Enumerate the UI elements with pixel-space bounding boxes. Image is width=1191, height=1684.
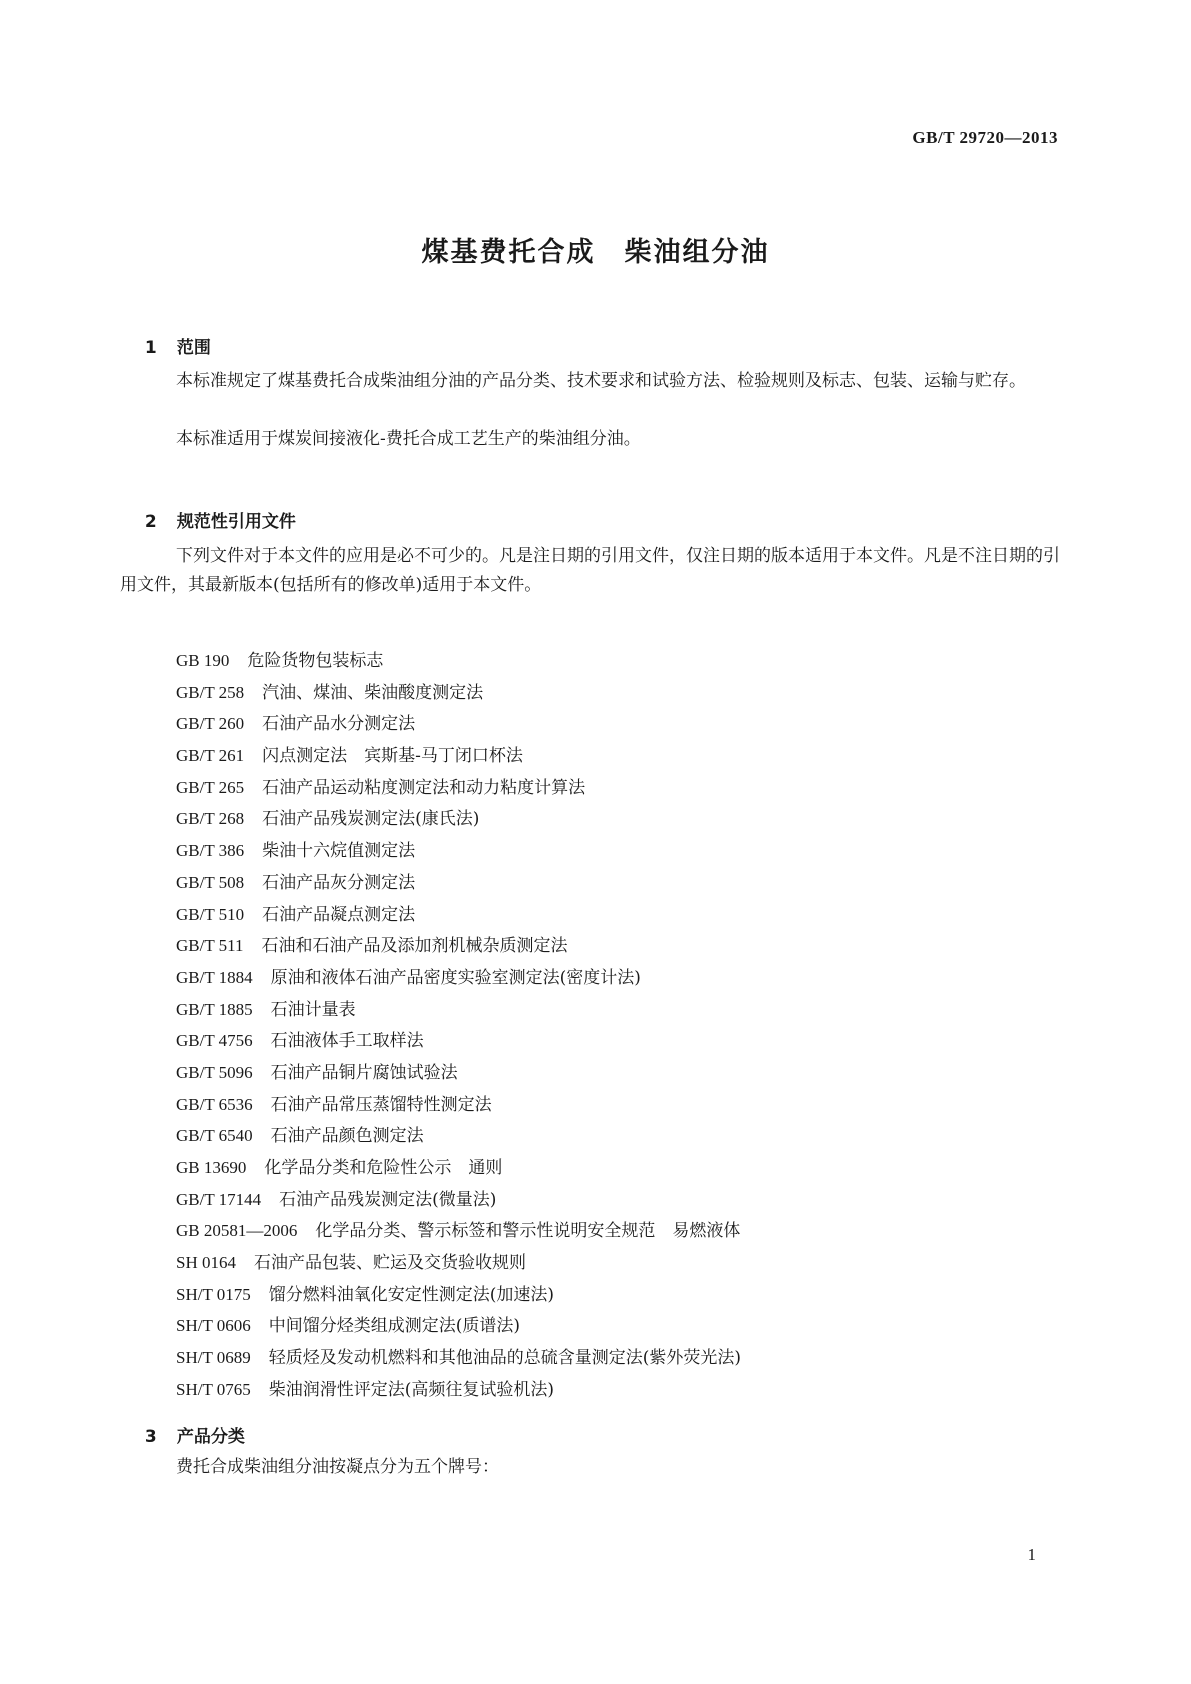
- reference-item: [176, 1184, 741, 1216]
- reference-title: 石油产品运动粘度测定法和动力粘度计算法: [262, 777, 586, 798]
- reference-title: 中间馏分烃类组成测定法(质谱法): [268, 1316, 521, 1337]
- reference-item: [176, 677, 741, 709]
- reference-item: [176, 772, 741, 804]
- reference-code: GB/T 1884: [176, 967, 253, 987]
- reference-code: GB/T 17144: [176, 1189, 262, 1209]
- reference-code: SH/T 0175: [176, 1284, 251, 1304]
- reference-code: GB 13690: [176, 1158, 247, 1177]
- reference-item: [176, 1025, 741, 1057]
- reference-code: GB/T 386: [176, 841, 245, 861]
- reference-code: GB 190: [176, 651, 230, 670]
- standard-code: GB/T 29720—2013: [912, 128, 1058, 147]
- section-number: 3: [144, 1427, 157, 1447]
- reference-title: 石油产品包装、贮运及交货验收规则: [253, 1253, 526, 1274]
- reference-item: [176, 930, 741, 962]
- reference-title: 化学品分类和危险性公示 通则: [264, 1158, 503, 1178]
- reference-item: [176, 1152, 741, 1184]
- reference-title: 石油产品水分测定法: [262, 714, 416, 735]
- reference-item: [176, 1247, 741, 1279]
- reference-title: 石油产品常压蒸馏特性测定法: [270, 1094, 492, 1115]
- reference-code: SH 0164: [176, 1253, 236, 1273]
- reference-title: 石油和石油产品及添加剂机械杂质测定法: [261, 936, 568, 957]
- reference-title: 石油计量表: [270, 999, 356, 1020]
- reference-title: 石油产品灰分测定法: [262, 872, 416, 893]
- reference-title: 石油产品凝点测定法: [262, 904, 416, 925]
- reference-item: [176, 1215, 741, 1247]
- page-number: 1: [1027, 1545, 1036, 1564]
- reference-title: 危险货物包装标志: [247, 651, 384, 671]
- reference-item: [176, 645, 741, 677]
- section-heading-references: [133, 487, 296, 532]
- reference-title: 轻质烃及发动机燃料和其他油品的总硫含量测定法(紫外荧光法): [268, 1348, 742, 1369]
- reference-code: GB/T 510: [176, 904, 245, 924]
- reference-code: GB/T 6536: [176, 1094, 253, 1114]
- reference-item: [176, 994, 741, 1026]
- reference-code: GB/T 268: [176, 809, 245, 829]
- reference-code: SH/T 0689: [176, 1348, 251, 1368]
- reference-code: SH/T 0606: [176, 1316, 251, 1336]
- reference-code: GB/T 508: [176, 872, 245, 892]
- reference-item: [176, 803, 741, 835]
- reference-item: [176, 740, 741, 772]
- reference-title: 柴油十六烷值测定法: [262, 841, 416, 862]
- section-title: 规范性引用文件: [176, 512, 296, 532]
- reference-title: 石油产品颜色测定法: [270, 1126, 424, 1147]
- reference-item: [176, 1089, 741, 1121]
- reference-title: 汽油、煤油、柴油酸度测定法: [262, 682, 484, 703]
- reference-item: [176, 899, 741, 931]
- reference-item: [176, 1120, 741, 1152]
- reference-item: [176, 1310, 741, 1342]
- reference-item: [176, 1342, 741, 1374]
- section-title: 范围: [176, 338, 211, 358]
- reference-code: GB/T 265: [176, 777, 245, 797]
- reference-title: 闪点测定法 宾斯基-马丁闭口杯法: [262, 746, 523, 767]
- reference-item: [176, 708, 741, 740]
- reference-title: 原油和液体石油产品密度实验室测定法(密度计法): [270, 967, 641, 988]
- reference-code: GB/T 5096: [176, 1062, 253, 1082]
- reference-item: [176, 1057, 741, 1089]
- reference-title: 柴油润滑性评定法(高频往复试验机法): [268, 1379, 555, 1400]
- reference-title: 馏分燃料油氧化安定性测定法(加速法): [268, 1284, 555, 1305]
- reference-code: GB/T 260: [176, 714, 245, 734]
- classification-paragraph: 费托合成柴油组分油按凝点分为五个牌号：: [176, 1457, 499, 1477]
- reference-code: GB/T 6540: [176, 1126, 253, 1146]
- scope-paragraph: 本标准适用于煤炭间接液化-费托合成工艺生产的柴油组分油。: [176, 429, 641, 449]
- reference-code: GB/T 511: [176, 936, 244, 956]
- reference-title: 石油产品残炭测定法(康氏法): [262, 809, 480, 830]
- reference-code: GB/T 258: [176, 682, 245, 702]
- section-title: 产品分类: [176, 1427, 245, 1447]
- reference-item: [176, 1279, 741, 1311]
- reference-code: GB 20581—2006: [176, 1221, 298, 1241]
- reference-list: [176, 645, 741, 1406]
- reference-code: GB/T 1885: [176, 999, 253, 1019]
- reference-title: 石油液体手工取样法: [270, 1031, 424, 1052]
- reference-code: GB/T 4756: [176, 1031, 253, 1051]
- references-intro: 下列文件对于本文件的应用是必不可少的。凡是注日期的引用文件，仅注日期的版本适用于本文件。凡是不注日期的引用文件，其最新版本(包括所有的修改单)适用于本文件。: [120, 546, 1060, 595]
- reference-code: SH/T 0765: [176, 1379, 251, 1399]
- scope-paragraph: 本标准规定了煤基费托合成柴油组分油的产品分类、技术要求和试验方法、检验规则及标志、包装、运输与贮存。: [176, 371, 1026, 391]
- reference-code: GB/T 261: [176, 746, 245, 766]
- reference-item: [176, 867, 741, 899]
- reference-title: 石油产品残炭测定法(微量法): [279, 1189, 497, 1210]
- document-title: 煤基费托合成 柴油组分油: [421, 237, 770, 268]
- reference-item: [176, 835, 741, 867]
- reference-title: 石油产品铜片腐蚀试验法: [270, 1062, 458, 1083]
- section-number: 2: [144, 512, 157, 532]
- section-number: 1: [144, 338, 157, 358]
- reference-item: [176, 1374, 741, 1406]
- section-heading-scope: [133, 313, 211, 358]
- reference-title: 化学品分类、警示标签和警示性说明安全规范 易燃液体: [315, 1221, 741, 1242]
- section-heading-classification: [133, 1402, 245, 1447]
- reference-item: [176, 962, 741, 994]
